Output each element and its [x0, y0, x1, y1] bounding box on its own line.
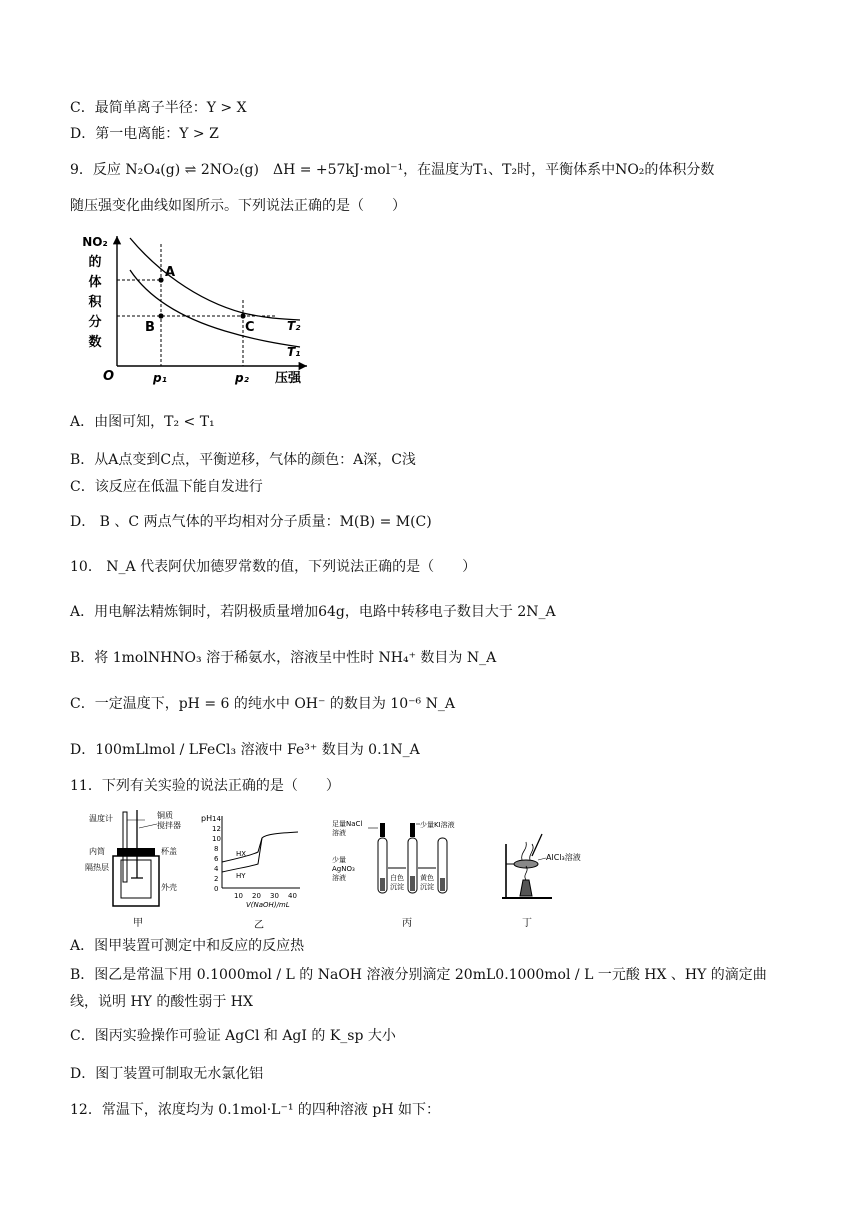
ding-caption: 丁: [522, 918, 532, 929]
yi-tick-14: 14: [212, 815, 221, 823]
q12-stem: 12．常温下，浓度均为 0.1mol·L⁻¹ 的四种溶液 pH 如下：: [70, 1102, 440, 1118]
label-c: C: [245, 320, 255, 335]
jia-caption: 甲: [133, 918, 143, 929]
q8-option-d: D．第一电离能：Y > Z: [70, 126, 219, 142]
yi-tick-2: 2: [214, 875, 219, 883]
q9-option-d: D． B 、C 两点气体的平均相对分子质量：M(B) = M(C): [70, 514, 432, 530]
ding-alcl3-label: AlCl₃溶液: [546, 853, 581, 862]
q11-option-d: D．图丁装置可制取无水氯化铝: [70, 1066, 264, 1082]
q11-stem: 11．下列有关实验的说法正确的是（ ）: [70, 778, 340, 794]
q9-option-b: B．从A点变到C点，平衡逆移，气体的颜色：A深，C浅: [70, 452, 416, 468]
q9-graph: [75, 230, 315, 395]
curve-t2: [130, 238, 300, 320]
q10-option-c: C．一定温度下，pH = 6 的纯水中 OH⁻ 的数目为 10⁻⁶ N_A: [70, 696, 455, 712]
bing-yellow-label-2: 沉淀: [420, 883, 434, 891]
yi-hy-label: HY: [236, 872, 246, 880]
jia-thermometer-label: 温度计: [89, 814, 113, 823]
q11-option-b: B．图乙是常温下用 0.1000mol / L 的 NaOH 溶液分别滴定 20mL0.1000mol / L 一元酸 HX 、HY 的滴定曲线，说明 HY 的酸性弱于 HX: [70, 967, 767, 1010]
label-b: B: [145, 320, 155, 335]
fig-ding-evaporation: [492, 830, 602, 930]
q10-option-d: D．100mLlmol / LFeCl₃ 溶液中 Fe³⁺ 数目为 0.1N_A: [70, 742, 420, 758]
ding-vapor: [522, 842, 533, 860]
yi-tick-4: 4: [214, 865, 219, 873]
yi-tick-0: 0: [214, 885, 219, 893]
bing-white-label-1: 白色: [390, 874, 404, 882]
bing-white-label-2: 沉淀: [390, 883, 404, 891]
q9-option-c: C．该反应在低温下能自发进行: [70, 479, 263, 495]
bing-agno3-label-3: 溶液: [332, 874, 346, 882]
label-t2: T₂: [287, 319, 301, 333]
q10-stem: 10． N_A 代表阿伏加德罗常数的值，下列说法正确的是（ ）: [70, 559, 477, 575]
ding-dish: [514, 860, 538, 868]
jia-thermometer: [123, 812, 127, 882]
x-label: 压强: [275, 371, 302, 386]
curve-t1: [130, 270, 300, 347]
yi-hx-curve: [222, 832, 298, 862]
yi-xtick-20: 20: [252, 892, 261, 900]
point-a: [158, 277, 163, 282]
q8-option-c: C．最简单离子半径：Y > X: [70, 100, 247, 116]
yi-x-label: V(NaOH)/mL: [246, 901, 290, 909]
bing-dropper-2: [410, 823, 415, 837]
yi-xtick-30: 30: [270, 892, 279, 900]
yi-hx-label: HX: [236, 850, 247, 858]
yi-xtick-40: 40: [288, 892, 297, 900]
jia-stirrer-label-1: 铜质: [157, 811, 173, 820]
jia-inner: [121, 860, 151, 898]
q10-option-a: A．用电解法精炼铜时，若阴极质量增加64g，电路中转移电子数目大于 2N_A: [70, 604, 556, 620]
q11-option-c: C．图丙实验操作可验证 AgCl 和 AgI 的 K_sp 大小: [70, 1028, 396, 1044]
bing-nacl-label-2: 溶液: [332, 829, 346, 837]
ding-glass-rod: [532, 834, 542, 856]
fig-bing-precipitation: [330, 818, 480, 930]
fig-jia-calorimeter: [85, 808, 195, 930]
label-a: A: [165, 265, 176, 280]
yi-caption: 乙: [254, 920, 264, 931]
fig-yi-titration: [200, 812, 312, 932]
bing-yellow-label-1: 黄色: [420, 874, 434, 882]
bing-nacl-label-1: 足量NaCl: [332, 820, 363, 828]
p1-label: p₁: [153, 371, 167, 385]
q10-option-b: B．将 1molNHNO₃ 溶于稀氨水，溶液呈中性时 NH₄⁺ 数目为 N_A: [70, 650, 497, 666]
yi-tick-12: 12: [212, 825, 221, 833]
label-t1: T₁: [287, 345, 301, 359]
jia-lid: [117, 848, 155, 856]
y-label-2: 体: [88, 275, 102, 290]
y-label-0: NO₂: [82, 235, 108, 249]
yi-tick-6: 6: [214, 855, 219, 863]
origin-label: O: [103, 369, 115, 384]
ding-lamp: [520, 880, 532, 896]
yi-xtick-10: 10: [234, 892, 243, 900]
yi-y-label: pH: [201, 814, 213, 823]
jia-lid-label: 杯盖: [161, 847, 177, 856]
y-label-3: 积: [88, 295, 102, 310]
point-c: [240, 313, 245, 318]
p2-label: p₂: [235, 371, 249, 385]
bing-agno3-label-2: AgNO₃: [332, 865, 355, 873]
jia-shell-label: 外壳: [161, 883, 177, 892]
q9-stem-line1: 9．反应 N₂O₄(g) ⇌ 2NO₂(g) ΔH = +57kJ·mol⁻¹，在温度为T₁、T₂时，平衡体系中NO₂的体积分数: [70, 162, 715, 178]
yi-tick-8: 8: [214, 845, 219, 853]
bing-agno3-label-1: 少量: [332, 856, 346, 864]
bing-ki-label: 少量KI溶液: [420, 821, 455, 829]
jia-insulation-label: 隔热层: [85, 863, 109, 872]
q11-option-a: A．图甲装置可测定中和反应的反应热: [70, 938, 305, 954]
y-label-5: 数: [88, 335, 102, 350]
point-b: [158, 313, 163, 318]
y-label-1: 的: [88, 255, 102, 270]
bing-caption: 丙: [402, 918, 412, 929]
jia-stirrer-label-2: 搅拌器: [157, 821, 181, 830]
yi-tick-10: 10: [212, 835, 221, 843]
y-label-4: 分: [88, 315, 102, 330]
bing-dropper-1: [380, 823, 385, 837]
q9-option-a: A．由图可知，T₂ < T₁: [70, 414, 215, 430]
jia-inner-label: 内筒: [89, 847, 105, 856]
q9-stem-line2: 随压强变化曲线如图所示。下列说法正确的是（ ）: [70, 198, 406, 214]
